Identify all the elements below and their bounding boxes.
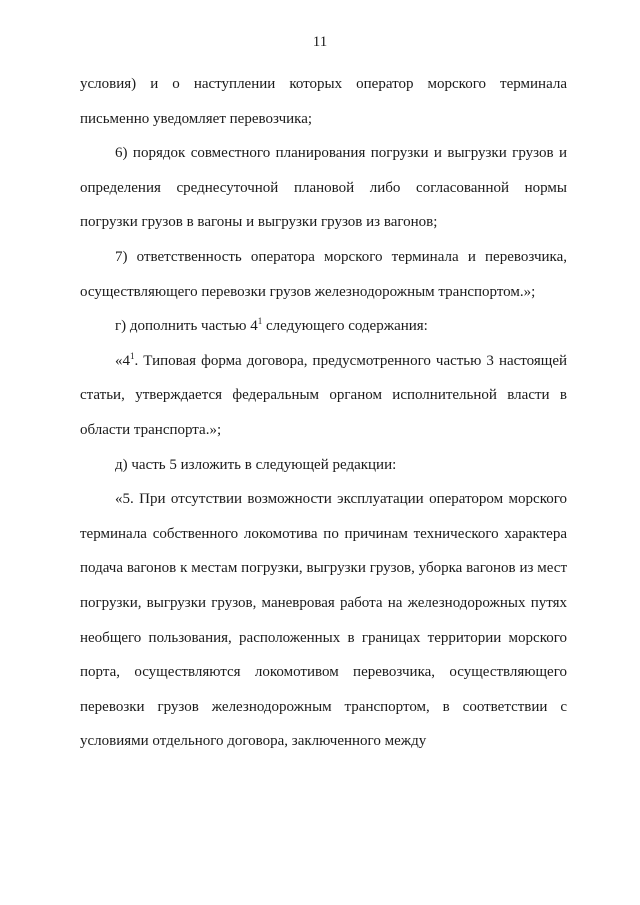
paragraph-part-5: «5. При отсутствии возможности эксплуатации оператором морского терминала собственного локомотива по причинам технического характера подача вагонов к местам погрузки, выгрузки грузов, уборка вагонов из мест погрузки, выгрузки грузов, маневровая работа на железнодорожных путях необщего пользования, расположенных в границах территории морского порта, осуществляются локомотивом перевозчика, осуществляющего перевозки грузов железнодорожным транспортом, в соответствии с условиями отдельного договора, заключенного между: [80, 491, 567, 750]
paragraph-item-7: 7) ответственность оператора морского терминала и перевозчика, осуществляющего перевозки грузов железнодорожным транспортом.»;: [80, 248, 567, 300]
paragraph-item-d: д) часть 5 изложить в следующей редакции:: [115, 456, 397, 473]
superscript: 1: [257, 316, 263, 327]
paragraph-item-g-text: г) дополнить частью 4: [115, 318, 258, 335]
page-number: 11: [312, 34, 328, 50]
paragraph-continuation: условия) и о наступлении которых оператор морского терминала письменно уведомляет перевозчика;: [80, 76, 567, 127]
paragraph-item-6: 6) порядок совместного планирования погрузки и выгрузки грузов и определения среднесуточной плановой либо согласованной нормы погрузки грузов в вагоны и выгрузки грузов из вагонов;: [80, 145, 567, 231]
paragraph-part-4-1-text: «4: [115, 352, 130, 369]
paragraph-part-4-1: [80, 344, 567, 448]
superscript: 1: [130, 350, 135, 361]
paragraph-item-g-text-end: следующего содержания:: [262, 318, 428, 335]
paragraph-part-4-1-text-end: . Типовая форма договора, предусмотренного частью 3 настоящей статьи, утверждается федеральным органом исполнительной власти в области транспорта.»;: [80, 352, 567, 438]
document-body: [80, 67, 567, 759]
paragraph-item-g: [80, 309, 567, 344]
